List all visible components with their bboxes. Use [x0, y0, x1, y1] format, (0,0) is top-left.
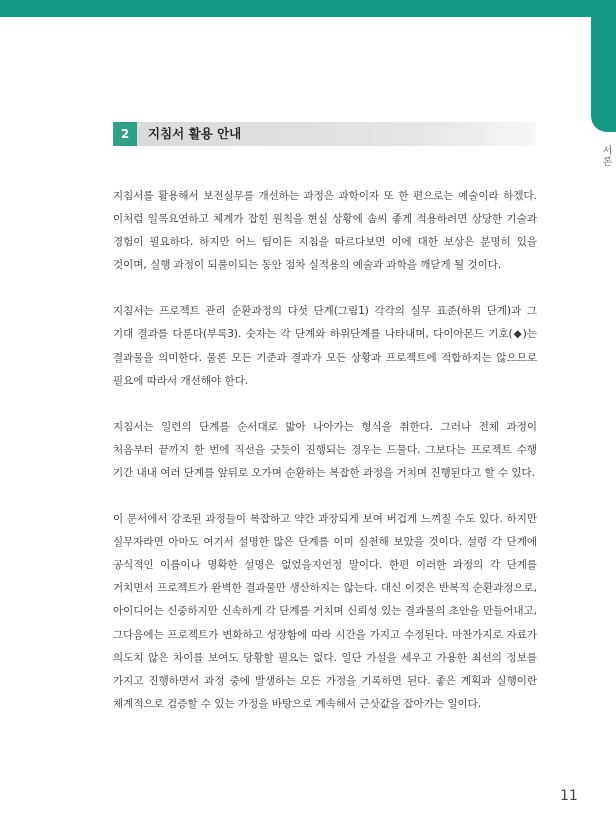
paragraph-1: 지침서를 활용해서 보전실무를 개선하는 과정은 과학이자 또 한 편으로는 예술이라 하겠다. 이처럼 일목요연하고 체계가 잡힌 원칙을 현실 상황에 솜씨 좋게 적용하려면 상당한 기술과 경험이 필요하다. 하지만 어느 팀이든 지침을 따르다보면 이에 대한 보상은 분명히 있을 것이며, 실행 과정이 되풀이되는 동안 점차 실적용의 예술과 과학을 깨닫게 될 것이다.: [113, 190, 537, 272]
section-header: [113, 122, 536, 146]
page-number: 11: [560, 788, 578, 804]
paragraph-2: 지침서는 프로젝트 관리 순환과정의 다섯 단계(그림1) 각각의 실무 표준(하위 단계)과 그 기대 결과를 다룬다(부록3). 숫자는 각 단계와 하위단계를 나타내며, 다이아몬드 기호(◆)는 결과물을 의미한다. 물론 모든 기준과 결과가 모든 상황과 프로젝트에 적합하지는 않으므로 필요에 따라서 개선해야 한다.: [113, 305, 537, 387]
paragraph-3: 지침서는 일련의 단계를 순서대로 밟아 나아가는 형식을 취한다. 그러나 전체 과정이 처음부터 끝까지 한 번에 직선을 긋듯이 진행되는 경우는 드물다. 그보다는 프로젝트 수행 기간 내내 여러 단계를 앞뒤로 오가며 순환하는 복잡한 과정을 거치며 진행된다고 할 수 있다.: [113, 420, 537, 479]
section-title: 지침서 활용 안내: [148, 126, 242, 141]
paragraph-4: 이 문서에서 강조된 과정들이 복잡하고 약간 과장되게 보여 버겁게 느껴질 수도 있다. 하지만 실무자라면 아마도 여기서 설명한 많은 단계를 이미 실천해 보았을 것이다. 설령 각 단계에 공식적인 이름이나 명확한 설명은 없었을지언정 말이다. 한편 이러한 과정의 각 단계를 거치면서 프로젝트가 완벽한 결과물만 생산하지는 않는다. 대신 이것은 반복적 순환과정으로, 아이디어는 신중하지만 신속하게 각 단계를 거치며 신뢰성 있는 결과물의 초안을 만들어내고, 그다음에는 프로젝트가 변화하고 성장함에 따라 시간을 가지고 수정된다. 마찬가지로 자료가 의도치 않은 차이를 보여도 당황할 필요는 없다. 일단 가설을 세우고 가용한 최선의 정보를 가지고 진행하면서 과정 중에 발생하는 모든 가정을 기록하면 된다. 좋은 계획과 실행이란 체계적으로 검증할 수 있는 가정을 바탕으로 계속해서 근삿값을 잡아가는 일이다.: [113, 513, 537, 710]
body-text: [113, 185, 537, 739]
top-color-band: [0, 0, 616, 17]
section-number-badge: 2: [113, 122, 137, 146]
chapter-side-tab: [591, 0, 616, 132]
chapter-label: 서론: [600, 145, 611, 167]
